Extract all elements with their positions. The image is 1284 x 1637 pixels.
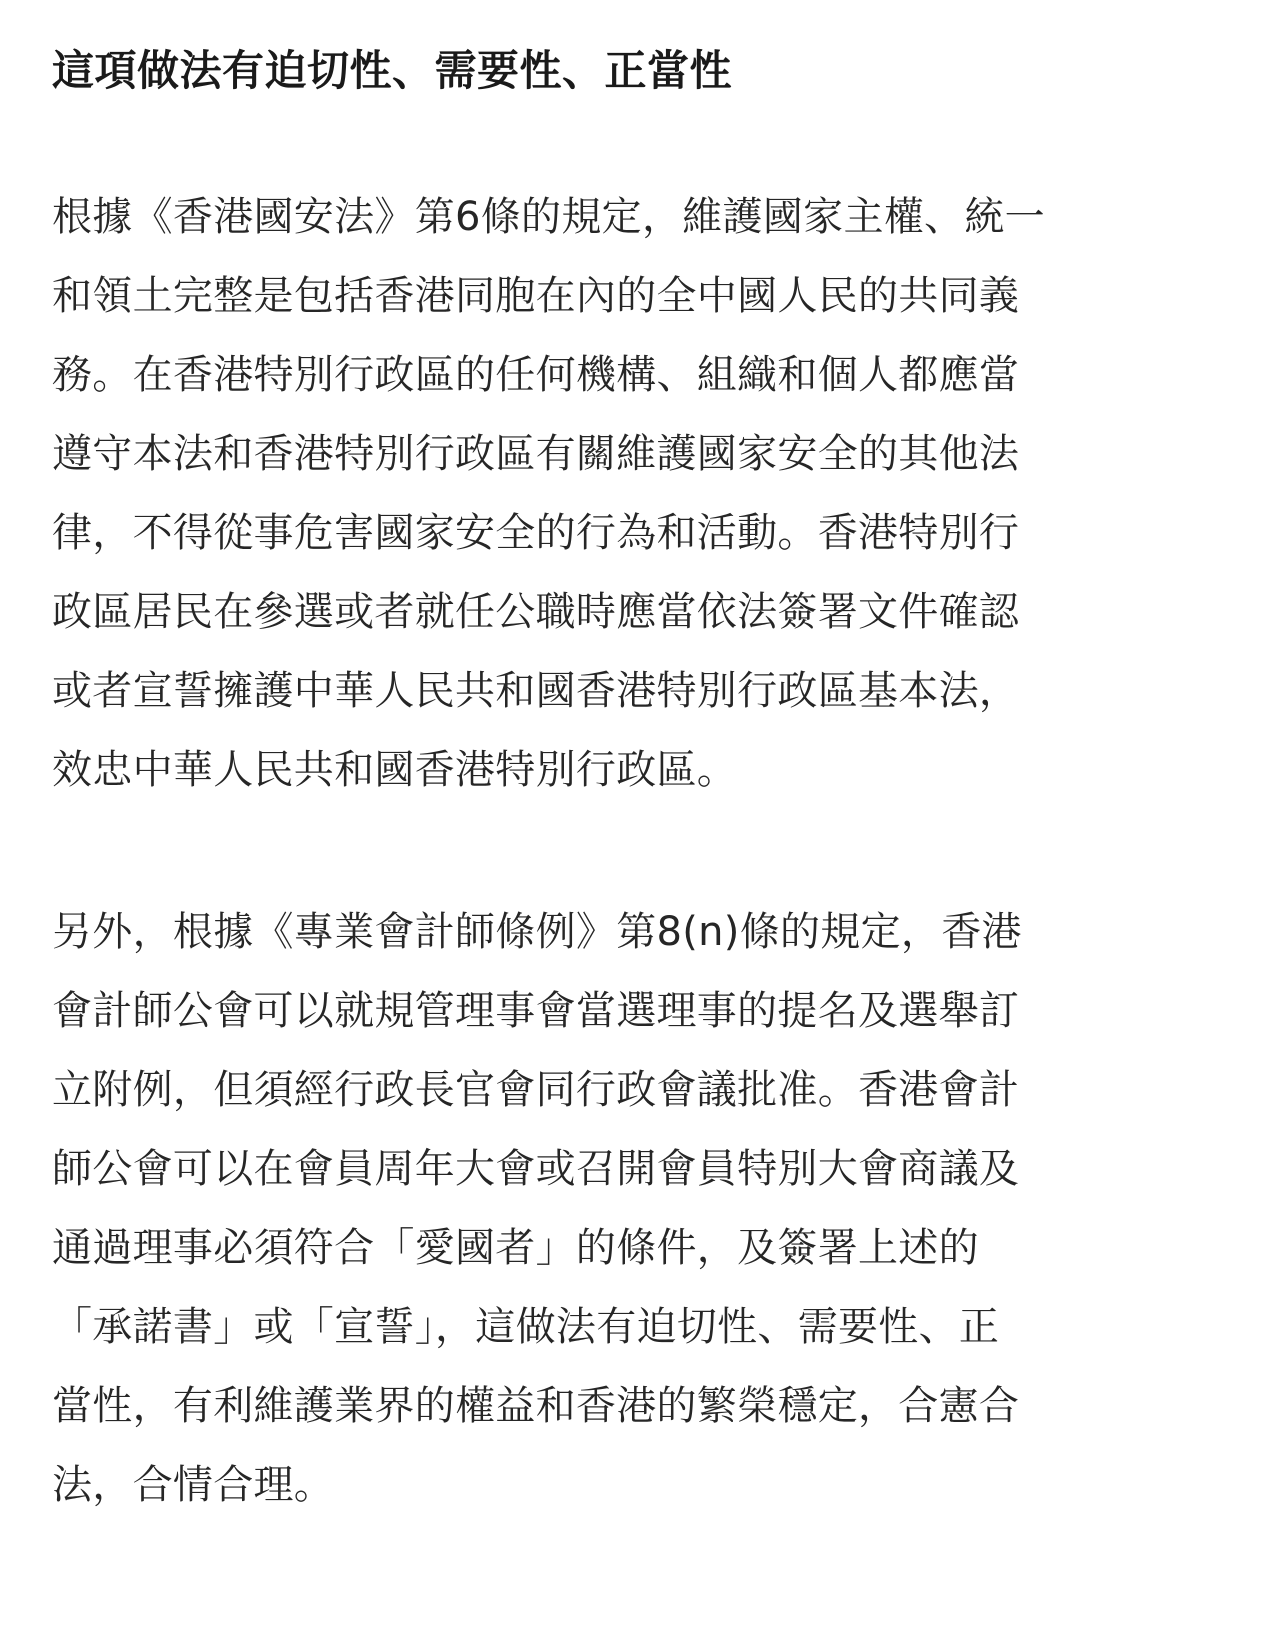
paragraph-line: 會計師公會可以就規管理事會當選理事的提名及選舉訂 <box>52 988 1020 1034</box>
paragraph-line: 和領土完整是包括香港同胞在內的全中國人民的共同義 <box>52 273 1020 319</box>
paragraph-line: 法，合情合理。 <box>52 1462 335 1508</box>
paragraph-line: 或者宣誓擁護中華人民共和國香港特別行政區基本法， <box>52 668 1020 714</box>
article-heading: 這項做法有迫切性、需要性、正當性 <box>52 46 733 95</box>
paragraph-line: 「承諾書」或「宣誓」，這做法有迫切性、需要性、正 <box>52 1304 1000 1350</box>
paragraph-accountants-ordinance <box>52 893 1237 1525</box>
paragraph-line: 政區居民在參選或者就任公職時應當依法簽署文件確認 <box>52 589 1020 635</box>
paragraph-line: 效忠中華人民共和國香港特別行政區。 <box>52 747 738 793</box>
paragraph-line: 當性，有利維護業界的權益和香港的繁榮穩定，合憲合 <box>52 1383 1020 1429</box>
paragraph-line: 律，不得從事危害國家安全的行為和活動。香港特別行 <box>52 510 1020 556</box>
paragraph-line: 師公會可以在會員周年大會或召開會員特別大會商議及 <box>52 1146 1020 1192</box>
paragraph-line: 務。在香港特別行政區的任何機構、組織和個人都應當 <box>52 352 1020 398</box>
paragraph-line: 根據《香港國安法》第6條的規定，維護國家主權、統一 <box>52 194 1045 240</box>
paragraph-line: 立附例，但須經行政長官會同行政會議批准。香港會計 <box>52 1067 1020 1113</box>
paragraph-line: 通過理事必須符合「愛國者」的條件，及簽署上述的 <box>52 1225 979 1271</box>
paragraph-national-security-law <box>52 178 1237 810</box>
paragraph-line: 遵守本法和香港特別行政區有關維護國家安全的其他法 <box>52 431 1020 477</box>
paragraph-line: 另外，根據《專業會計師條例》第8(n)條的規定，香港 <box>52 909 1022 955</box>
